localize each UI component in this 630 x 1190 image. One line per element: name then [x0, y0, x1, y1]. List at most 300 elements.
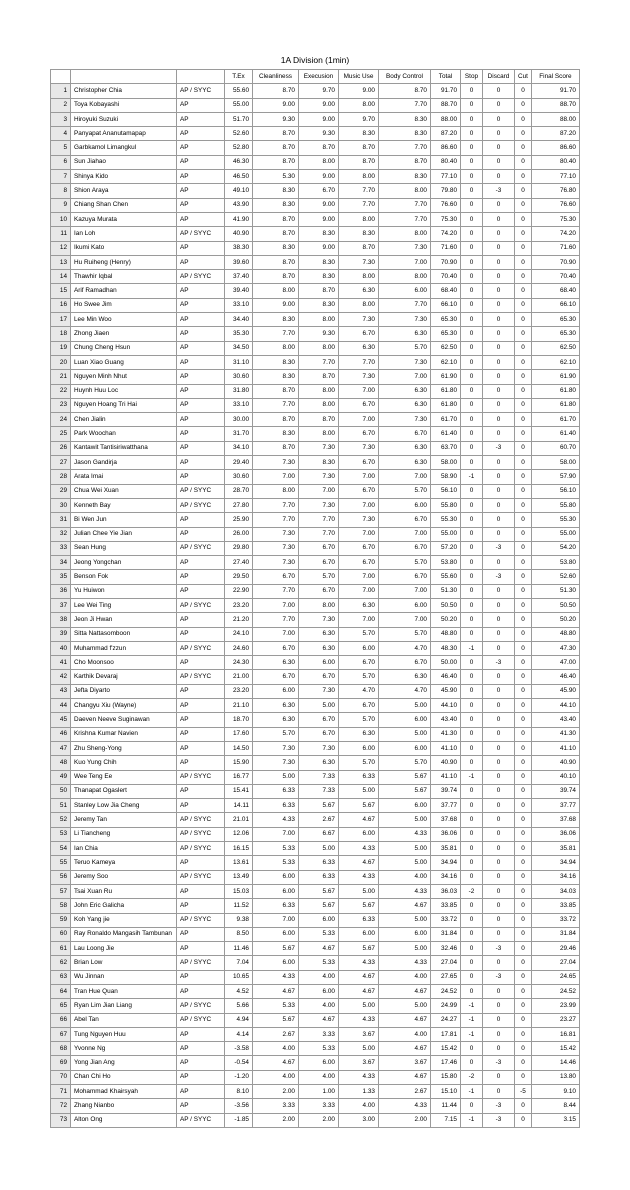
cleanliness-score: 6.30 — [253, 656, 299, 670]
affiliation: AP — [177, 927, 225, 941]
music-use-score: 8.00 — [339, 212, 379, 226]
body-control-score: 4.33 — [379, 956, 431, 970]
cut-deduction: 0 — [515, 699, 532, 713]
tex-score: 31.80 — [225, 384, 253, 398]
execusion-score: 5.67 — [299, 799, 339, 813]
competitor-name: Arata Imai — [71, 470, 177, 484]
competitor-name: Krishna Kumar Navien — [71, 727, 177, 741]
body-control-score: 5.00 — [379, 999, 431, 1013]
music-use-score: 3.67 — [339, 1056, 379, 1070]
music-use-score: 4.00 — [339, 1099, 379, 1113]
music-use-score: 7.00 — [339, 527, 379, 541]
cleanliness-score: 7.70 — [253, 398, 299, 412]
tex-score: 16.15 — [225, 842, 253, 856]
stop-deduction: 0 — [461, 842, 483, 856]
cleanliness-score: 5.33 — [253, 856, 299, 870]
body-control-score: 5.67 — [379, 770, 431, 784]
competitor-name: Changyu Xiu (Wayne) — [71, 699, 177, 713]
competitor-name: Nguyen Hoang Tri Hai — [71, 398, 177, 412]
execusion-score: 1.00 — [299, 1085, 339, 1099]
stop-deduction: 0 — [461, 784, 483, 798]
body-control-score: 5.67 — [379, 784, 431, 798]
competitor-name: Wee Teng Ee — [71, 770, 177, 784]
column-header-discard-col: Discard — [483, 70, 515, 84]
competitor-name: Zhang Nianbo — [71, 1099, 177, 1113]
stop-deduction: 0 — [461, 284, 483, 298]
final-score: 70.90 — [531, 255, 579, 269]
row-number: 16 — [51, 298, 71, 312]
competitor-name: Lee Min Woo — [71, 313, 177, 327]
stop-deduction: 0 — [461, 1099, 483, 1113]
cleanliness-score: 7.70 — [253, 327, 299, 341]
final-score: 50.50 — [531, 598, 579, 612]
cut-deduction: 0 — [515, 799, 532, 813]
final-score: 66.10 — [531, 298, 579, 312]
total-score: 57.20 — [431, 541, 461, 555]
tex-score: 49.10 — [225, 184, 253, 198]
row-number: 34 — [51, 556, 71, 570]
stop-deduction: 0 — [461, 827, 483, 841]
final-score: 44.10 — [531, 699, 579, 713]
total-score: 62.50 — [431, 341, 461, 355]
music-use-score: 8.00 — [339, 270, 379, 284]
row-number: 11 — [51, 227, 71, 241]
row-number: 71 — [51, 1085, 71, 1099]
competitor-name: Wu Jinnan — [71, 970, 177, 984]
discard-deduction: 0 — [483, 1085, 515, 1099]
tex-score: 41.90 — [225, 212, 253, 226]
execusion-score: 6.70 — [299, 713, 339, 727]
column-header-body-control-col: Body Control — [379, 70, 431, 84]
body-control-score: 5.00 — [379, 942, 431, 956]
body-control-score: 6.30 — [379, 398, 431, 412]
cleanliness-score: 8.00 — [253, 484, 299, 498]
cut-deduction: 0 — [515, 184, 532, 198]
tex-score: 27.80 — [225, 498, 253, 512]
total-score: 31.84 — [431, 927, 461, 941]
row-number: 4 — [51, 127, 71, 141]
execusion-score: 4.00 — [299, 970, 339, 984]
tex-score: 34.40 — [225, 313, 253, 327]
discard-deduction: 0 — [483, 498, 515, 512]
execusion-score: 6.00 — [299, 913, 339, 927]
discard-deduction: -3 — [483, 656, 515, 670]
execusion-score: 5.00 — [299, 842, 339, 856]
competitor-name: Yvonne Ng — [71, 1042, 177, 1056]
final-score: 91.70 — [531, 84, 579, 98]
total-score: 62.10 — [431, 355, 461, 369]
competitor-name: Abel Tan — [71, 1013, 177, 1027]
row-number: 50 — [51, 784, 71, 798]
body-control-score: 8.00 — [379, 227, 431, 241]
body-control-score: 6.30 — [379, 670, 431, 684]
stop-deduction: 0 — [461, 756, 483, 770]
execusion-score: 4.00 — [299, 1070, 339, 1084]
total-score: 24.27 — [431, 1013, 461, 1027]
competitor-name: Tung Nguyen Huu — [71, 1027, 177, 1041]
competitor-name: Stanley Low Jia Cheng — [71, 799, 177, 813]
discard-deduction: 0 — [483, 255, 515, 269]
stop-deduction: 0 — [461, 684, 483, 698]
competitor-name: Chiang Shan Chen — [71, 198, 177, 212]
final-score: 55.30 — [531, 513, 579, 527]
tex-score: 29.40 — [225, 456, 253, 470]
tex-score: 40.90 — [225, 227, 253, 241]
music-use-score: 7.00 — [339, 384, 379, 398]
discard-deduction: 0 — [483, 413, 515, 427]
cleanliness-score: 4.00 — [253, 1070, 299, 1084]
total-score: 48.80 — [431, 627, 461, 641]
discard-deduction: 0 — [483, 1013, 515, 1027]
execusion-score: 9.00 — [299, 170, 339, 184]
competitor-name: Yu Huiwon — [71, 584, 177, 598]
discard-deduction: 0 — [483, 613, 515, 627]
cut-deduction: 0 — [515, 842, 532, 856]
body-control-score: 7.00 — [379, 613, 431, 627]
final-score: 80.40 — [531, 155, 579, 169]
body-control-score: 4.33 — [379, 1099, 431, 1113]
tex-score: 21.20 — [225, 613, 253, 627]
tex-score: 15.03 — [225, 884, 253, 898]
table-row — [51, 899, 580, 913]
cut-deduction: 0 — [515, 1070, 532, 1084]
total-score: 79.80 — [431, 184, 461, 198]
cut-deduction: 0 — [515, 212, 532, 226]
tex-score: 37.40 — [225, 270, 253, 284]
table-row — [51, 827, 580, 841]
discard-deduction: 0 — [483, 999, 515, 1013]
music-use-score: 4.67 — [339, 856, 379, 870]
final-score: 46.40 — [531, 670, 579, 684]
total-score: 15.10 — [431, 1085, 461, 1099]
affiliation: AP / SYYC — [177, 1013, 225, 1027]
body-control-score: 5.00 — [379, 699, 431, 713]
row-number: 37 — [51, 598, 71, 612]
row-number: 15 — [51, 284, 71, 298]
affiliation: AP / SYYC — [177, 956, 225, 970]
affiliation: AP — [177, 570, 225, 584]
affiliation: AP / SYYC — [177, 670, 225, 684]
table-row — [51, 927, 580, 941]
tex-score: 33.10 — [225, 398, 253, 412]
body-control-score: 5.00 — [379, 727, 431, 741]
music-use-score: 7.30 — [339, 513, 379, 527]
competitor-name: Li Tiancheng — [71, 827, 177, 841]
discard-deduction: 0 — [483, 270, 515, 284]
row-number: 38 — [51, 613, 71, 627]
row-number: 14 — [51, 270, 71, 284]
body-control-score: 7.70 — [379, 198, 431, 212]
music-use-score: 9.00 — [339, 84, 379, 98]
execusion-score: 8.30 — [299, 255, 339, 269]
stop-deduction: 0 — [461, 155, 483, 169]
table-row — [51, 212, 580, 226]
total-score: 55.00 — [431, 527, 461, 541]
stop-deduction: 0 — [461, 899, 483, 913]
total-score: 34.16 — [431, 870, 461, 884]
stop-deduction: 0 — [461, 484, 483, 498]
execusion-score: 8.30 — [299, 270, 339, 284]
execusion-score: 6.30 — [299, 627, 339, 641]
tex-score: 25.90 — [225, 513, 253, 527]
cleanliness-score: 5.67 — [253, 942, 299, 956]
total-score: 39.74 — [431, 784, 461, 798]
total-score: 41.30 — [431, 727, 461, 741]
affiliation: AP — [177, 1070, 225, 1084]
execusion-score: 9.00 — [299, 241, 339, 255]
stop-deduction: -2 — [461, 1070, 483, 1084]
discard-deduction: -3 — [483, 1099, 515, 1113]
execusion-score: 2.00 — [299, 1113, 339, 1127]
total-score: 37.77 — [431, 799, 461, 813]
body-control-score: 8.30 — [379, 127, 431, 141]
table-row — [51, 313, 580, 327]
total-score: 7.15 — [431, 1113, 461, 1127]
cleanliness-score: 6.00 — [253, 884, 299, 898]
sheet-title: 1A Division (1min) — [280, 55, 350, 65]
discard-deduction: 0 — [483, 1042, 515, 1056]
tex-score: 23.20 — [225, 598, 253, 612]
stop-deduction: 0 — [461, 298, 483, 312]
tex-score: 24.10 — [225, 627, 253, 641]
final-score: 55.00 — [531, 527, 579, 541]
body-control-score: 6.70 — [379, 541, 431, 555]
cut-deduction: 0 — [515, 598, 532, 612]
tex-score: 21.01 — [225, 813, 253, 827]
body-control-score: 7.70 — [379, 141, 431, 155]
final-score: 14.46 — [531, 1056, 579, 1070]
music-use-score: 6.30 — [339, 598, 379, 612]
row-number: 31 — [51, 513, 71, 527]
row-number: 57 — [51, 884, 71, 898]
affiliation: AP — [177, 527, 225, 541]
table-row — [51, 956, 580, 970]
execusion-score: 8.00 — [299, 313, 339, 327]
final-score: 41.10 — [531, 741, 579, 755]
stop-deduction: 0 — [461, 956, 483, 970]
final-score: 70.40 — [531, 270, 579, 284]
table-row — [51, 699, 580, 713]
execusion-score: 6.70 — [299, 727, 339, 741]
body-control-score: 8.00 — [379, 184, 431, 198]
final-score: 47.00 — [531, 656, 579, 670]
table-row — [51, 684, 580, 698]
column-header-stop-col: Stop — [461, 70, 483, 84]
cleanliness-score: 8.30 — [253, 370, 299, 384]
execusion-score: 7.30 — [299, 741, 339, 755]
tex-score: 51.70 — [225, 112, 253, 126]
row-number: 35 — [51, 570, 71, 584]
total-score: 65.30 — [431, 327, 461, 341]
final-score: 27.04 — [531, 956, 579, 970]
row-number: 3 — [51, 112, 71, 126]
execusion-score: 6.70 — [299, 556, 339, 570]
body-control-score: 8.70 — [379, 84, 431, 98]
tex-score: 55.60 — [225, 84, 253, 98]
row-number: 20 — [51, 355, 71, 369]
stop-deduction: 0 — [461, 541, 483, 555]
tex-score: 43.90 — [225, 198, 253, 212]
body-control-score: 4.67 — [379, 1013, 431, 1027]
affiliation: AP — [177, 613, 225, 627]
final-score: 74.20 — [531, 227, 579, 241]
execusion-score: 6.70 — [299, 670, 339, 684]
cleanliness-score: 7.30 — [253, 541, 299, 555]
music-use-score: 6.00 — [339, 641, 379, 655]
music-use-score: 6.00 — [339, 927, 379, 941]
row-number: 45 — [51, 713, 71, 727]
execusion-score: 9.70 — [299, 84, 339, 98]
competitor-name: Arif Ramadhan — [71, 284, 177, 298]
affiliation: AP / SYYC — [177, 842, 225, 856]
execusion-score: 5.67 — [299, 899, 339, 913]
table-row — [51, 341, 580, 355]
cleanliness-score: 4.33 — [253, 813, 299, 827]
execusion-score: 7.70 — [299, 513, 339, 527]
tex-score: 39.60 — [225, 255, 253, 269]
tex-score: 34.50 — [225, 341, 253, 355]
execusion-score: 9.00 — [299, 198, 339, 212]
stop-deduction: 0 — [461, 127, 483, 141]
competitor-name: Ho Swee Jim — [71, 298, 177, 312]
tex-score: 14.11 — [225, 799, 253, 813]
competitor-name: Sun Jiahao — [71, 155, 177, 169]
table-row — [51, 184, 580, 198]
final-score: 61.70 — [531, 413, 579, 427]
cut-deduction: 0 — [515, 170, 532, 184]
affiliation: AP — [177, 184, 225, 198]
stop-deduction: 0 — [461, 170, 483, 184]
row-number: 54 — [51, 842, 71, 856]
final-score: 51.30 — [531, 584, 579, 598]
body-control-score: 7.00 — [379, 470, 431, 484]
cleanliness-score: 5.33 — [253, 842, 299, 856]
discard-deduction: 0 — [483, 298, 515, 312]
discard-deduction: 0 — [483, 899, 515, 913]
stop-deduction: -2 — [461, 884, 483, 898]
cleanliness-score: 7.70 — [253, 498, 299, 512]
row-number: 48 — [51, 756, 71, 770]
final-score: 61.80 — [531, 398, 579, 412]
total-score: 63.70 — [431, 441, 461, 455]
affiliation: AP — [177, 856, 225, 870]
body-control-score: 4.70 — [379, 684, 431, 698]
discard-deduction: 0 — [483, 870, 515, 884]
total-score: 40.90 — [431, 756, 461, 770]
final-score: 71.60 — [531, 241, 579, 255]
body-control-score: 4.67 — [379, 1042, 431, 1056]
tex-score: -0.54 — [225, 1056, 253, 1070]
execusion-score: 6.70 — [299, 584, 339, 598]
music-use-score: 8.30 — [339, 127, 379, 141]
body-control-score: 6.00 — [379, 741, 431, 755]
table-row — [51, 1070, 580, 1084]
competitor-name: Chan Chi Ho — [71, 1070, 177, 1084]
stop-deduction: 0 — [461, 84, 483, 98]
cut-deduction: 0 — [515, 784, 532, 798]
table-row — [51, 441, 580, 455]
final-score: 88.70 — [531, 98, 579, 112]
cut-deduction: 0 — [515, 570, 532, 584]
tex-score: 33.10 — [225, 298, 253, 312]
table-row — [51, 384, 580, 398]
stop-deduction: 0 — [461, 970, 483, 984]
row-number: 60 — [51, 927, 71, 941]
execusion-score: 7.30 — [299, 613, 339, 627]
body-control-score: 7.00 — [379, 527, 431, 541]
tex-score: 9.38 — [225, 913, 253, 927]
competitor-name: Garbkamol Limangkul — [71, 141, 177, 155]
body-control-score: 6.00 — [379, 284, 431, 298]
music-use-score: 6.70 — [339, 427, 379, 441]
cut-deduction: 0 — [515, 84, 532, 98]
final-score: 87.20 — [531, 127, 579, 141]
music-use-score: 6.70 — [339, 456, 379, 470]
execusion-score: 3.33 — [299, 1027, 339, 1041]
affiliation: AP / SYYC — [177, 84, 225, 98]
cleanliness-score: 8.30 — [253, 427, 299, 441]
total-score: 48.30 — [431, 641, 461, 655]
discard-deduction: 0 — [483, 827, 515, 841]
competitor-name: Mohammad Khairsyah — [71, 1085, 177, 1099]
table-row — [51, 713, 580, 727]
tex-score: 38.30 — [225, 241, 253, 255]
table-row — [51, 1099, 580, 1113]
stop-deduction: -1 — [461, 470, 483, 484]
cleanliness-score: 6.00 — [253, 927, 299, 941]
body-control-score: 7.00 — [379, 584, 431, 598]
total-score: 66.10 — [431, 298, 461, 312]
discard-deduction: 0 — [483, 384, 515, 398]
row-number: 44 — [51, 699, 71, 713]
cleanliness-score: 9.00 — [253, 298, 299, 312]
body-control-score: 8.00 — [379, 270, 431, 284]
tex-score: 16.77 — [225, 770, 253, 784]
execusion-score: 6.70 — [299, 541, 339, 555]
final-score: 9.10 — [531, 1085, 579, 1099]
final-score: 57.90 — [531, 470, 579, 484]
table-row — [51, 498, 580, 512]
body-control-score: 5.00 — [379, 842, 431, 856]
discard-deduction: 0 — [483, 241, 515, 255]
row-number: 29 — [51, 484, 71, 498]
cleanliness-score: 6.70 — [253, 670, 299, 684]
cut-deduction: 0 — [515, 527, 532, 541]
final-score: 41.30 — [531, 727, 579, 741]
affiliation: AP / SYYC — [177, 270, 225, 284]
music-use-score: 6.70 — [339, 398, 379, 412]
table-row — [51, 127, 580, 141]
music-use-score: 7.00 — [339, 570, 379, 584]
cleanliness-score: 7.00 — [253, 827, 299, 841]
row-number: 10 — [51, 212, 71, 226]
discard-deduction: 0 — [483, 112, 515, 126]
stop-deduction: 0 — [461, 227, 483, 241]
cleanliness-score: 6.33 — [253, 799, 299, 813]
cleanliness-score: 6.33 — [253, 784, 299, 798]
execusion-score: 8.00 — [299, 598, 339, 612]
competitor-name: Yong Jian Ang — [71, 1056, 177, 1070]
affiliation: AP — [177, 1099, 225, 1113]
competitor-name: Chua Wei Xuan — [71, 484, 177, 498]
cleanliness-score: 5.70 — [253, 727, 299, 741]
music-use-score: 8.00 — [339, 170, 379, 184]
affiliation: AP — [177, 627, 225, 641]
music-use-score: 6.70 — [339, 699, 379, 713]
cut-deduction: 0 — [515, 913, 532, 927]
table-row — [51, 541, 580, 555]
final-score: 61.40 — [531, 427, 579, 441]
